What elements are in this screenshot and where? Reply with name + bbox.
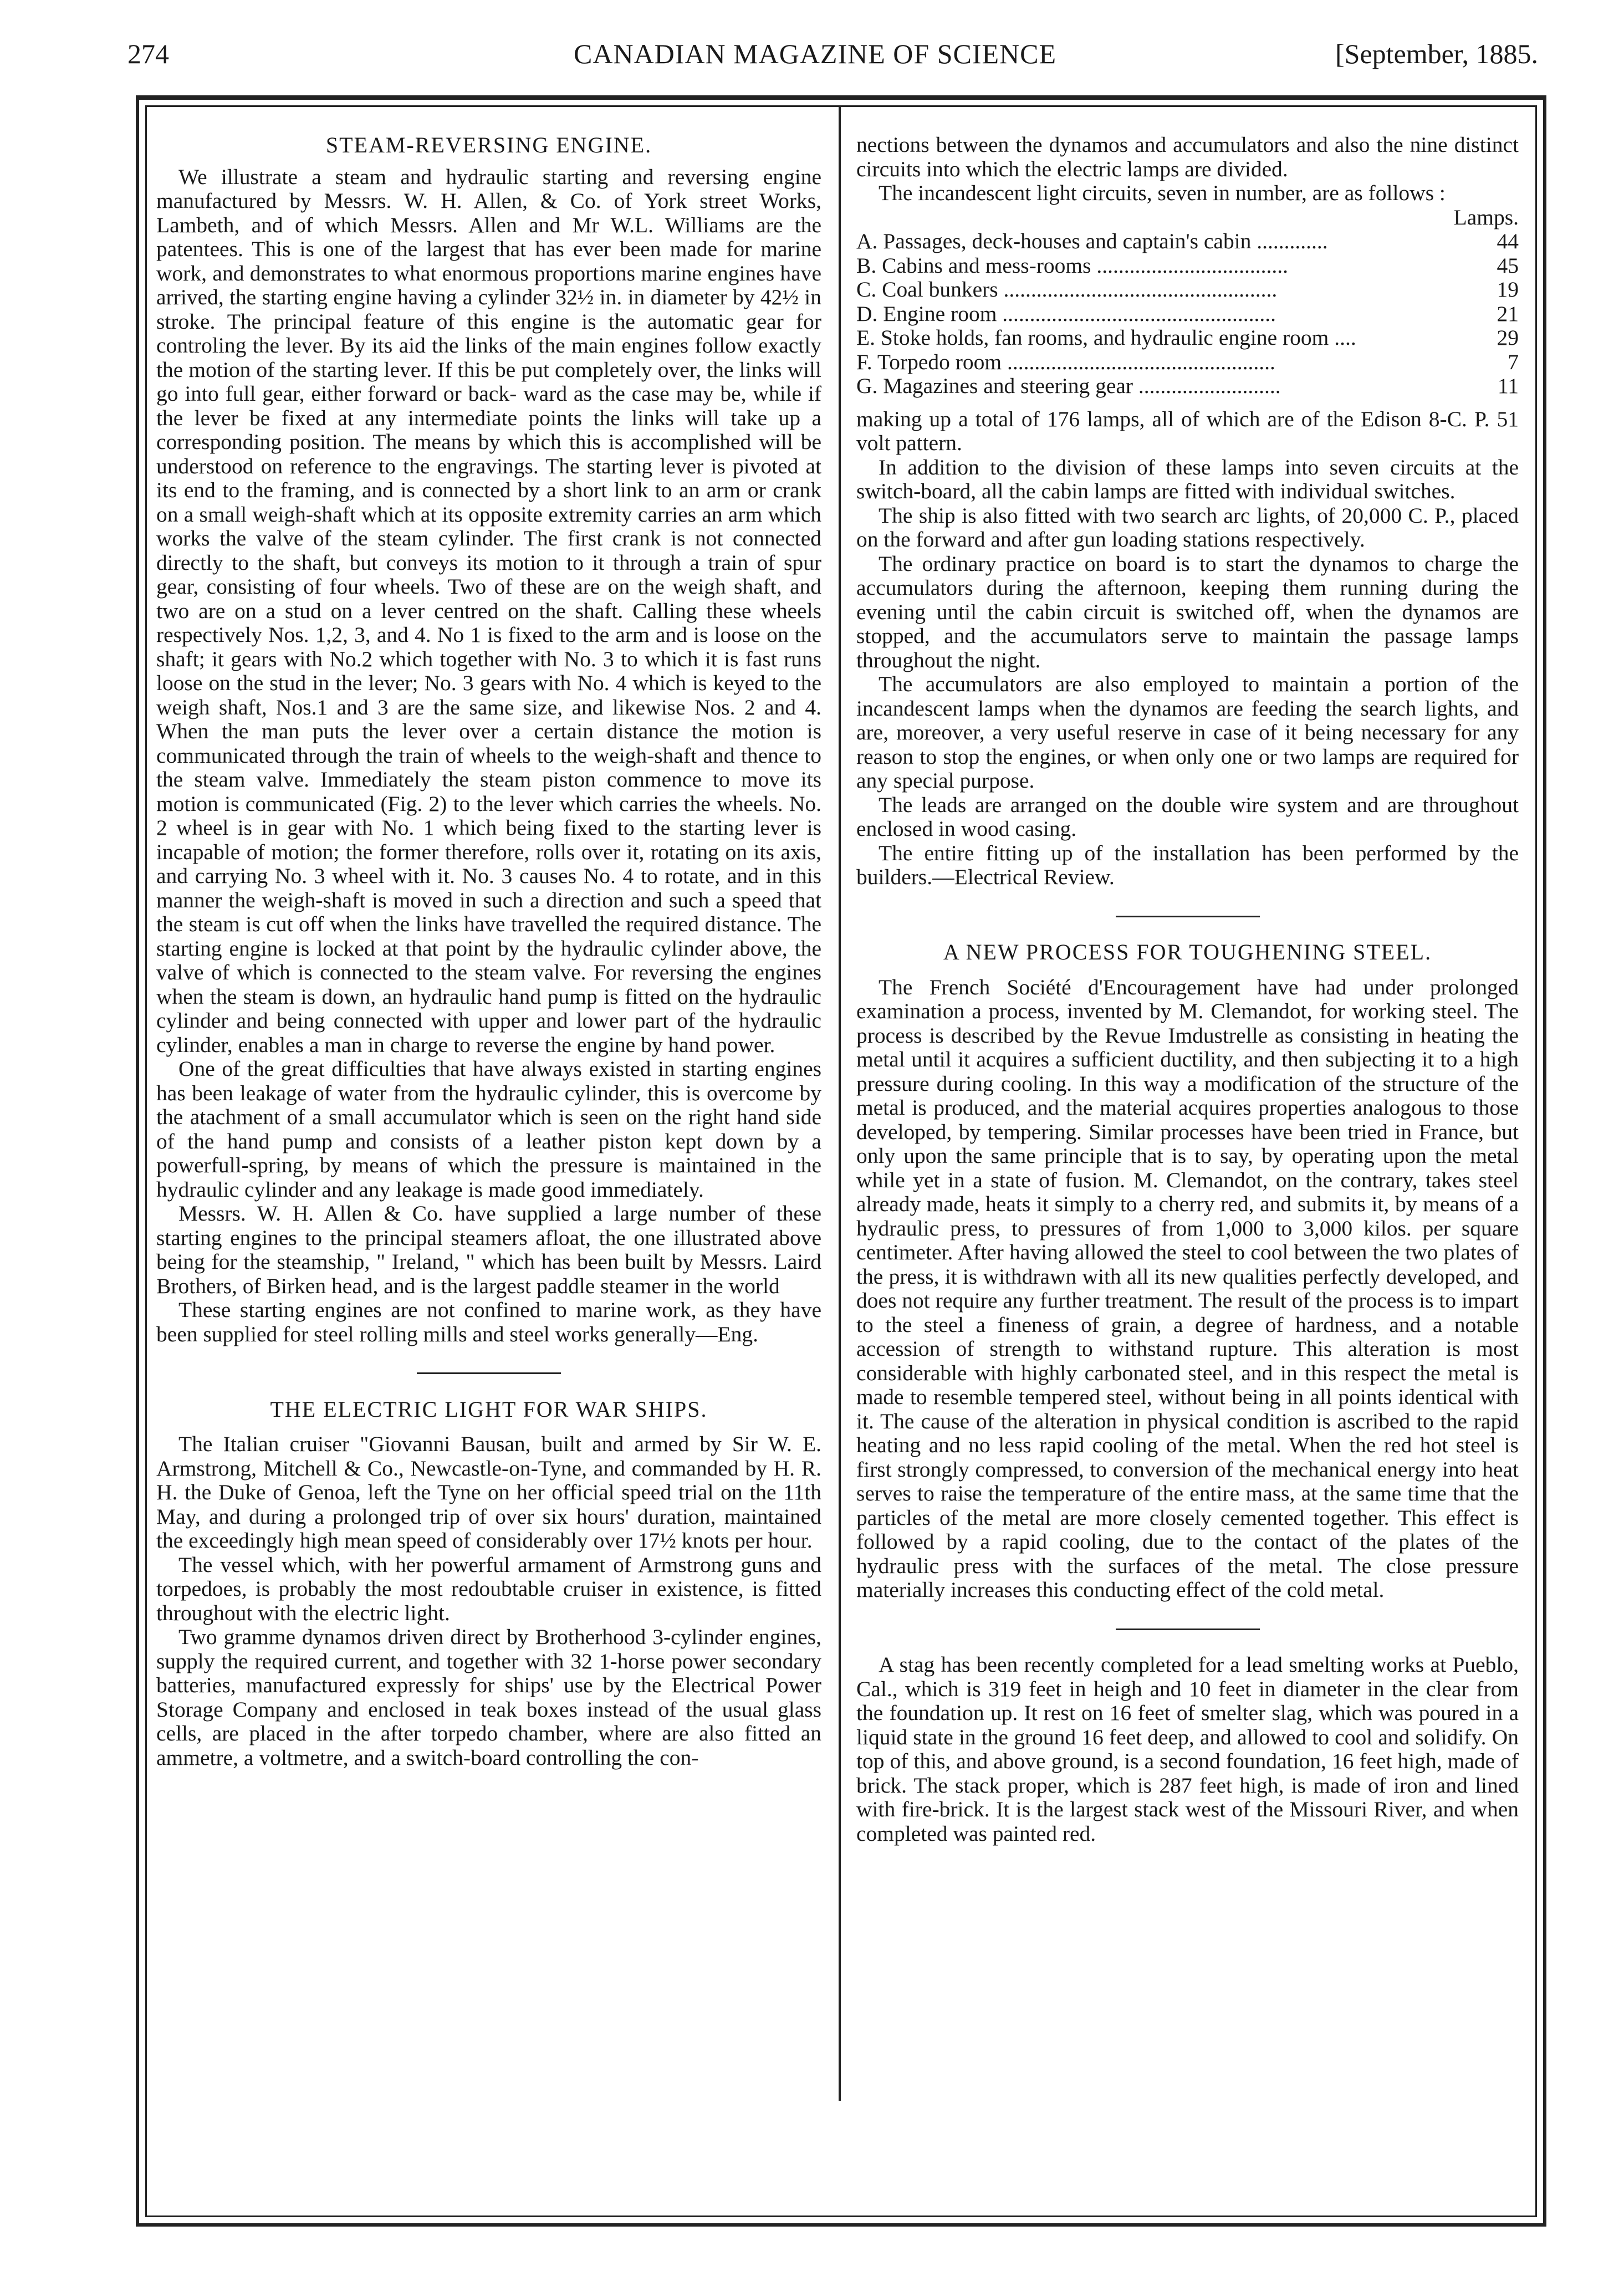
lamps-table — [856, 229, 1519, 399]
column-divider — [839, 105, 841, 2101]
paragraph: A stag has been recently completed for a lead smelting works at Pueblo, Cal., which is 319 feet in heigh and 10 feet in diameter in the clear from the foundation up. It rest on 16 feet of smelter slag, which was poured in a liquid state in the ground 16 feet deep, and allowed to cool and solidify. On top of this, and above ground, is a second foundation, 16 feet high, made of brick. The stack proper, which is 287 feet high, is made of iron and lined with fire-brick. It is the largest stack west of the Missouri River, and when completed was painted red. — [856, 1652, 1519, 1846]
table-row: G. Magazines and steering gear .......................... 11 — [856, 374, 1519, 398]
magazine-title: CANADIAN MAGAZINE OF SCIENCE — [574, 38, 1057, 69]
article-title-steam-reversing: STEAM-REVERSING ENGINE. — [325, 132, 652, 157]
table-row: D. Engine room .................................................. 21 — [856, 301, 1519, 326]
paragraph: The entire fitting up of the installation has been performed by the builders.—Electrical Review. — [856, 840, 1519, 889]
paragraph: The vessel which, with her powerful armament of Armstrong guns and torpedoes, is probably the most redoubtable cruiser in existence, is fitted throughout with the electric light. — [156, 1552, 821, 1625]
issue-date: [September, 1885. — [1335, 38, 1538, 69]
left-column — [156, 133, 821, 1770]
paragraph: These starting engines are not confined to marine work, as they have been supplied for steel rolling mills and steel works generally—Eng. — [156, 1298, 821, 1346]
page-number: 274 — [127, 38, 169, 69]
right-column — [856, 133, 1519, 1846]
paragraph: The leads are arranged on the double wire system and are throughout enclosed in wood casing. — [856, 792, 1519, 841]
section-separator — [156, 1360, 821, 1384]
table-row: F. Torpedo room ................................................. 7 — [856, 349, 1519, 374]
paragraph: Messrs. W. H. Allen & Co. have supplied a large number of these starting engines to the principal steamers afloat, the one illustrated above being for the steamship, " Ireland, " which has been built by Messrs. Laird Brothers, of Birken head, and is the largest paddle steamer in the world — [156, 1201, 821, 1298]
paragraph: The ship is also fitted with two search arc lights, of 20,000 C. P., placed on the forward and after gun loading stations respectively. — [856, 503, 1519, 552]
section-separator — [856, 903, 1519, 927]
article-title-toughening-steel: A NEW PROCESS FOR TOUGHENING STEEL. — [943, 940, 1432, 964]
paragraph: nections between the dynamos and accumulators and also the nine distinct circuits into which the electric lamps are divided. — [856, 132, 1519, 181]
paragraph: The Italian cruiser "Giovanni Bausan, built and armed by Sir W. E. Armstrong, Mitchell & Co., Newcastle-on-Tyne, and commanded by H. R. H. the Duke of Genoa, left the Tyne on her official speed trial on the 11th May, and during a prolonged trip of over six hours' duration, maintained the exceedingly high mean speed of considerably over 17½ knots per hour. — [156, 1432, 821, 1553]
section-separator — [856, 1616, 1519, 1640]
article-title-electric-light: THE ELECTRIC LIGHT FOR WAR SHIPS. — [270, 1396, 708, 1422]
paragraph: In addition to the division of these lamps into seven circuits at the switch-board, all the cabin lamps are fitted with individual switches. — [856, 455, 1519, 503]
paragraph: The French Société d'Encouragement have had under prolonged examination a process, invented by M. Clemandot, for working steel. The process is described by the Revue Imdustrelle as consisting in heating the metal until it acquires a sufficient ductility, and then subjecting it to a high pressure during cooling. In this way a modification of the structure of the metal is produced, and the material acquires properties analogous to those developed, by tempering. Similar processes have been tried in France, but only upon the same principle that is to say, by operating upon the metal while yet in a state of fusion. M. Clemandot, on the contrary, takes steel already made, heats it simply to a cherry red, and submits it, by means of a hydraulic press, to pressures of from 1,000 to 3,000 kilos. per square centimeter. After having allowed the steel to cool between the two plates of the press, it is withdrawn with all its new qualities perfectly developed, and does not require any further treatment. The result of the process is to impart to the steel a fineness of grain, a degree of hardness, and a notable accession of strength to withstand rupture. This alteration is most considerable with highly carbonated steel, and in this respect the metal is made to resemble tempered steel, without being in all points identical with it. The cause of the alteration in physical condition is ascribed to the rapid heating and no less rapid cooling of the metal. When the red hot steel is first strongly compressed, to conversion of the mechanical energy into heat serves to raise the temperature of the entire mass, at the same time that the particles of the metal are more closely cemented together. This effect is followed by a rapid cooling, due to the contact of the plates of the hydraulic press with the surfaces of the metal. The close pressure materially increases this conducting effect of the cold metal. — [856, 974, 1519, 1602]
table-row: B. Cabins and mess-rooms ................................... 45 — [856, 253, 1519, 278]
paragraph: We illustrate a steam and hydraulic starting and reversing engine manufactured by Messrs. W. H. Allen, & Co. of York street Works, Lambeth, and of which Messrs. Allen and Mr W.L. Williams are the patentees. This is one of the largest that has ever been made for marine work, and demonstrates to what enormous proportions marine engines have arrived, the starting engine having a cylinder 32½ in. in diameter by 42½ in stroke. The principal feature of this engine is the automatic gear for controling the lever. By its aid the links of the main engines follow exactly the motion of the starting lever. If this be put completely over, the links will go into full gear, either forward or back- ward as the case may be, while if the lever be fixed at any intermediate points the links will take up a corresponding position. The means by which this is accomplished will be understood on reference to the engravings. The starting lever is pivoted at its end to the framing, and is connected by a short link to an arm or crank on a small weigh-shaft which at its opposite extremity carries an arm which works the valve of the steam cylinder. The first crank is not connected directly to the shaft, but conveys its motion to it through a train of spur gear, consisting of four wheels. Two of these are on the weigh shaft, and two are on a stud on a lever centred on the shaft. Calling these wheels respectively Nos. 1,2, 3, and 4. No 1 is fixed to the arm and is loose on the shaft; it gears with No.2 which together with No. 3 to which it is fast runs loose on the stud in the lever; No. 3 gears with No. 4 which is keyed to the weigh shaft, Nos.1 and 3 are the same size, and likewise Nos. 2 and 4. When the man puts the lever over a certain distance the motion is communicated through the train of wheels to the weigh-shaft and thence to the steam valve. Immediately the steam piston commence to move its motion is communicated (Fig. 2) to the lever which carries the wheels. No. 2 wheel is in gear with No. 1 which being fixed to the starting lever is incapable of motion; the former therefore, rolls over it, rotating on its axis, and carrying No. 3 wheel with it. No. 3 causes No. 4 to rotate, and in this manner the weigh-shaft is moved in such a direction and such a speed that the steam is cut off when the links have travelled the required distance. The starting engine is locked at that point by the hydraulic cylinder above, the valve of which is connected to the steam valve. For reversing the engines when the steam is down, an hydraulic hand pump is fitted on the hydraulic cylinder and being connected with upper and lower part of the hydraulic cylinder, enables a man in charge to reverse the engine by hand power. — [156, 164, 821, 1057]
table-row: C. Coal bunkers .................................................. 19 — [856, 277, 1519, 302]
paragraph: One of the great difficulties that have always existed in starting engines has been leakage of water from the hydraulic cylinder, this is overcome by the atachment of a small accumulator which is seen on the right hand side of the hand pump and consists of a leather piston kept down by a powerfull-spring, by means of which the pressure is maintained in the hydraulic cylinder and any leakage is made good immediately. — [156, 1056, 821, 1202]
lamps-heading: Lamps. — [1453, 205, 1519, 229]
table-row: A. Passages, deck-houses and captain's cabin ............. 44 — [856, 229, 1519, 253]
paragraph: Two gramme dynamos driven direct by Brotherhood 3-cylinder engines, supply the required current, and together with 32 1-horse power secondary batteries, manufactured expressly for ships' use by the Electrical Power Storage Company and enclosed in teak boxes instead of the usual glass cells, are placed in the after torpedo chamber, where are also fitted an ammetre, a voltmetre, and a switch-board controlling the con- — [156, 1625, 821, 1770]
paragraph: The ordinary practice on board is to start the dynamos to charge the accumulators during the afternoon, keeping them running during the evening until the cabin circuit is switched off, when the dynamos are stopped, and the accumulators serve to maintain the passage lamps throughout the night. — [856, 551, 1519, 672]
table-row: E. Stoke holds, fan rooms, and hydraulic engine room .... 29 — [856, 325, 1519, 350]
paragraph: making up a total of 176 lamps, all of which are of the Edison 8-C. P. 51 volt pattern. — [856, 406, 1519, 455]
paragraph: The accumulators are also employed to maintain a portion of the incandescent lamps when the dynamos are feeding the search lights, and are, moreover, a very useful reserve in case of it being necessary for any reason to stop the engines, or when only one or two lamps are required for any special purpose. — [856, 672, 1519, 793]
paragraph: The incandescent light circuits, seven in number, are as follows : — [879, 181, 1446, 205]
page-header — [127, 32, 1538, 82]
